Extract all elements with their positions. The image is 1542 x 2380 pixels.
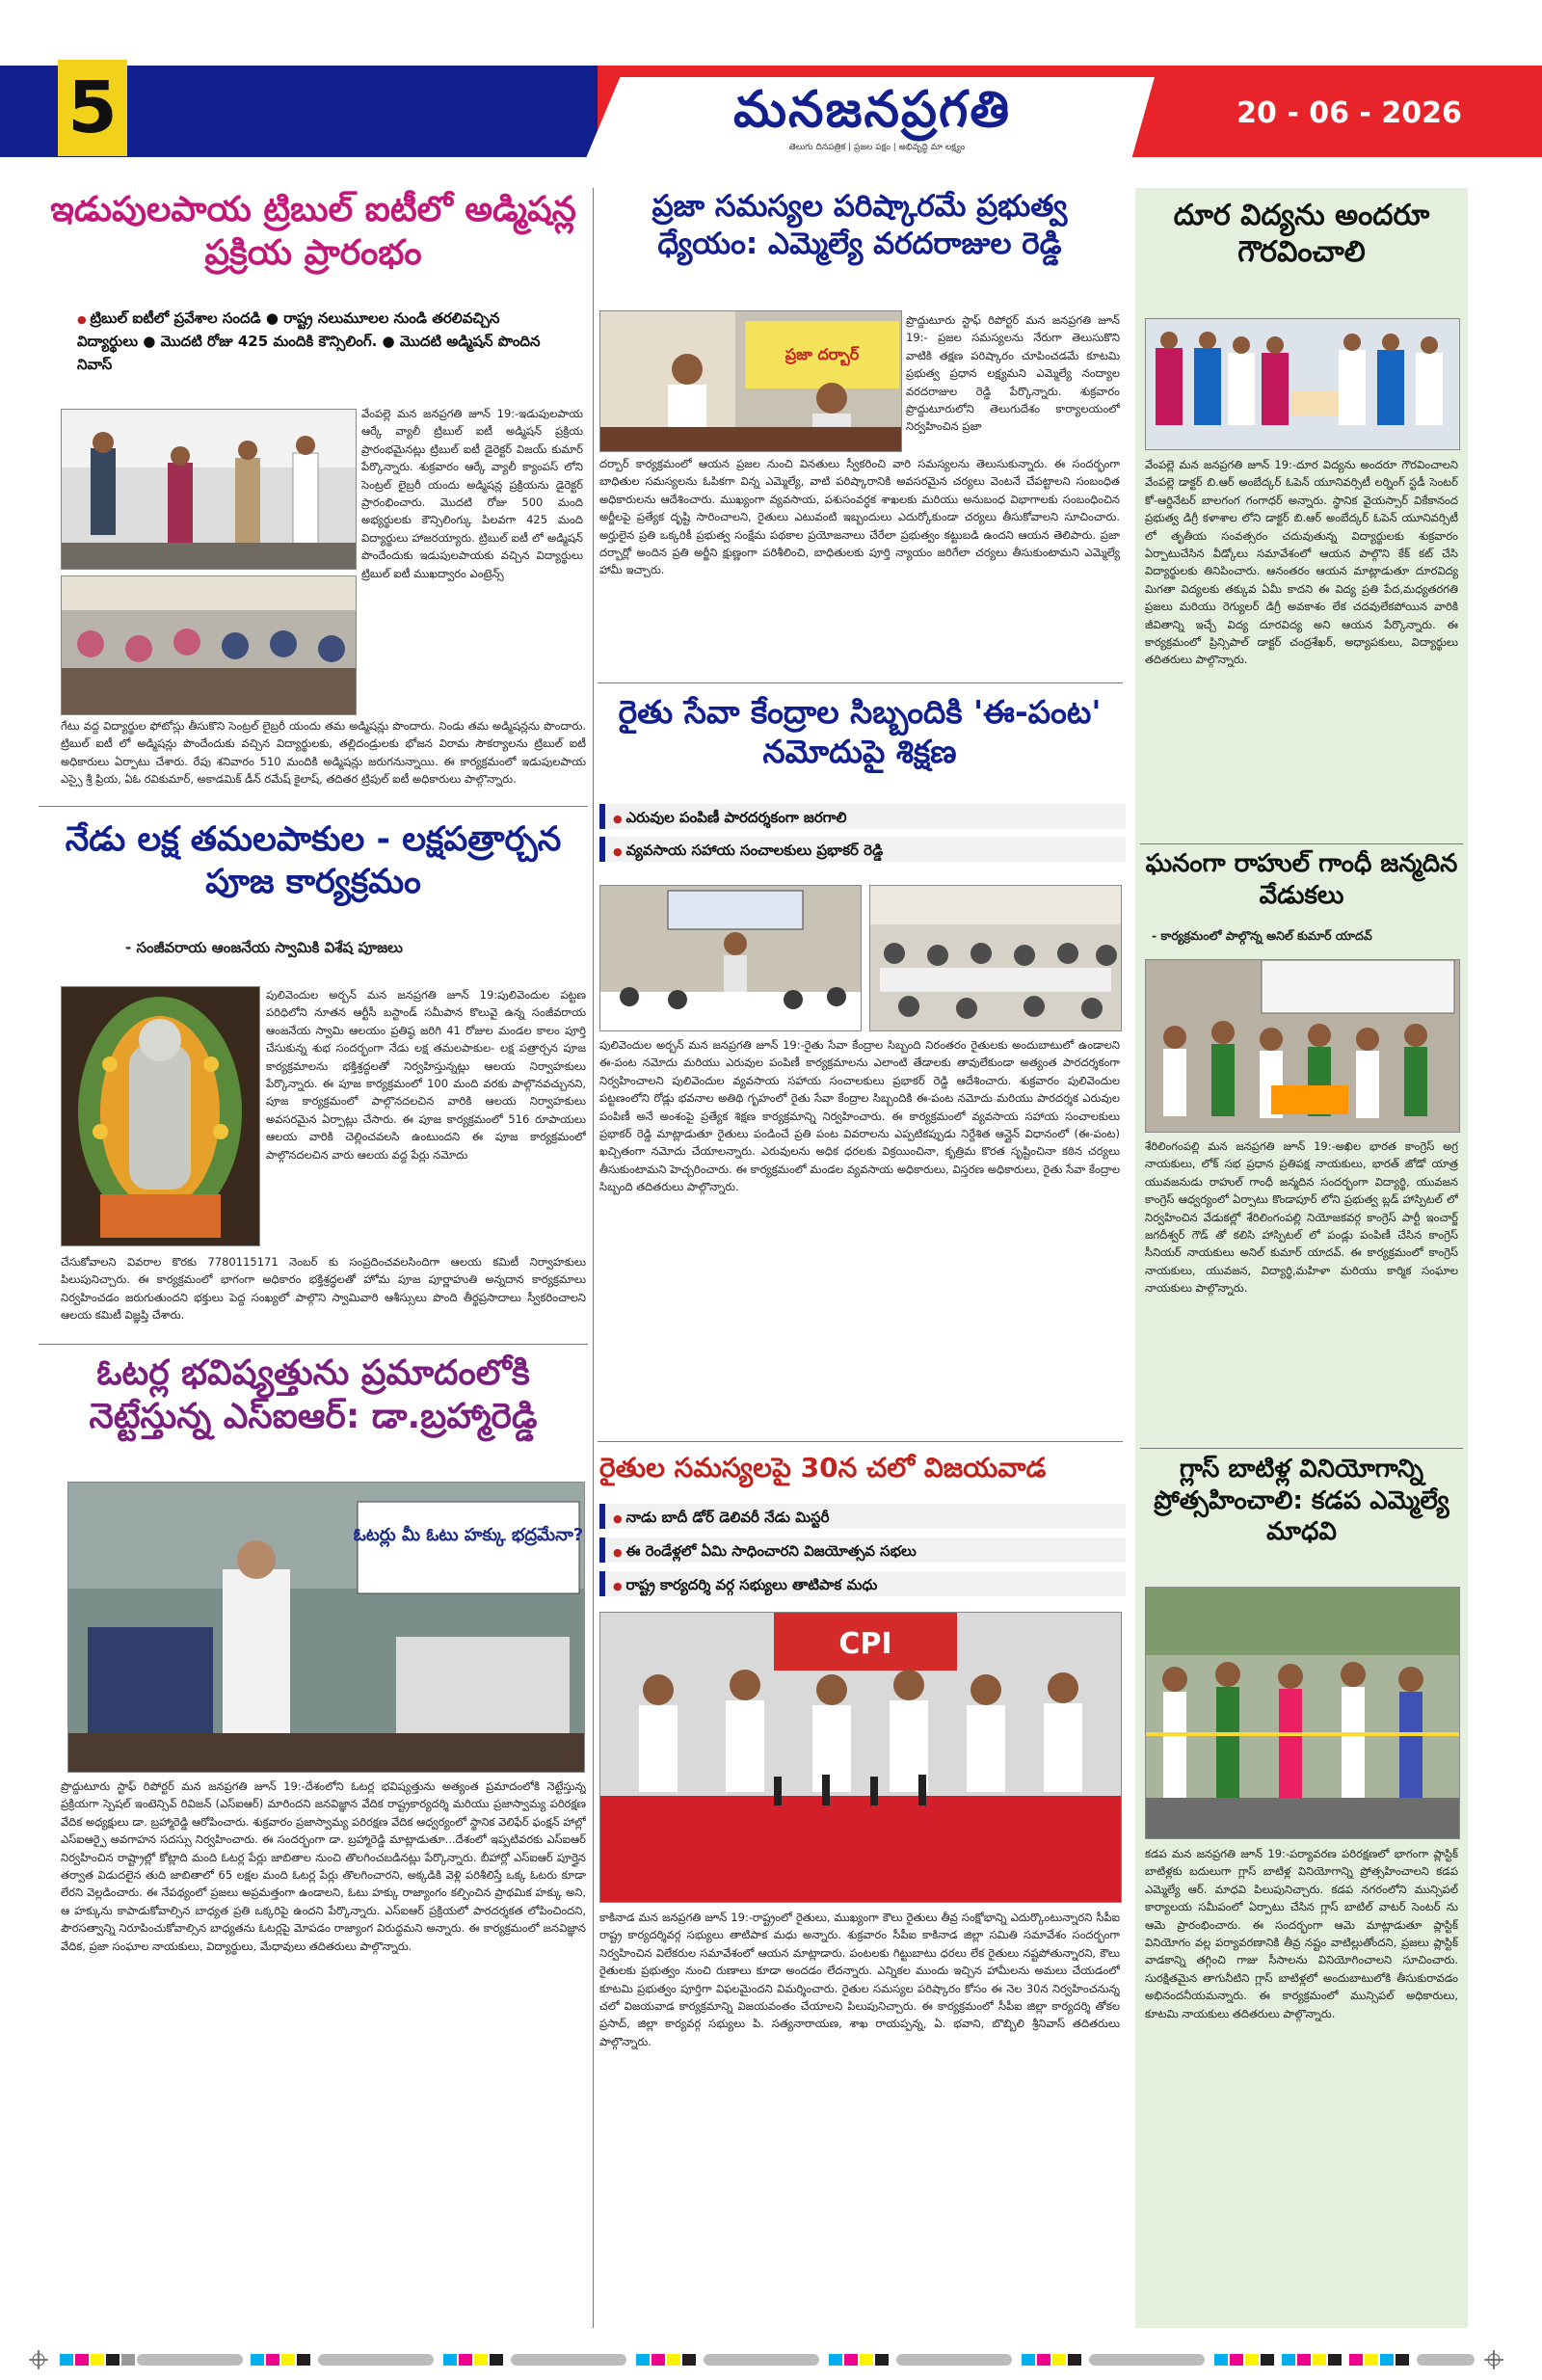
divider xyxy=(39,1344,588,1345)
bullet-text: ● నాడు బాదీ డోర్ డెలివరీ నేడు మిస్టరీ xyxy=(613,1509,830,1526)
article-e-panta-body: పులివెందుల అర్బన్ మన జనప్రగతి జూన్ 19:-రైతు సేవా కేంద్రాల సిబ్బంది నిరంతరం రైతులకు అందుబాటులో ఉండాలని ఈ-పంట నమోదు మరియు ఎరువుల పంపిణీ కార్యక్రమాలను ఎలాంటి తేడాలకు తావులేకుండా అత్యంత పారదర్శకంగా నిర్వహించాలని పులివెందుల వ్యవసాయ సహాయ సంచాలకులు ప్రభాకర్ రెడ్డి ఆదేశించారు. శుక్రవారం పులివెందుల పట్టణంలోని రోడ్లు భవనాల అతిథి గృహంలో రైతు సేవా కేంద్రాల సిబ్బందికి ఈ-పంట నమోదు మరియు పారదర్శక ఎరువుల పంపిణీ అనే అంశంపై ప్రత్యేక శిక్షణ కార్యక్రమాన్ని నిర్వహించారు. ఈ కార్యక్రమంలో వ్యవసాయ సహాయ సంచాలకులు ప్రభాకర్ రెడ్డి మాట్లాడుతూ రైతులు పండించే ప్రతి పంట వివరాలను ఎప్పటికప్పుడు నిర్దేశిత ఆన్లైన్ విధానంలో (ఈ-పంట) ఖచ్చితంగా నమోదు చేయాలన్నారు. ఎరువులను అధిక ధరలకు విక్రయించినా, కృత్రిమ కొరత సృష్టించినా కఠిన చర్యలు తీసుకుంటామని హెచ్చరించారు. ఈ కార్యక్రమంలో మండల వ్యవసాయ అధికారులు, విస్తరణ అధికారులు, రైతు సేవా కేంద్రాల సిబ్బంది తదితరులు పాల్గొన్నారు. xyxy=(599,1038,1120,1194)
article-praja-darbar-body: దర్బార్ కార్యక్రమంలో ఆయన ప్రజల నుంచి వినతులు స్వీకరించి వారి సమస్యలను తెలుసుకున్నారు. ఈ సందర్భంగా బాధితుల సమస్యలను ఓపికగా విన్న ఎమ్మెల్యే, వాటి పరిష్కారానికి అవసరమైన చర్యలు వెంటనే చేపట్టాలని సంబంధిత అధికారులను ఆదేశించారు. ముఖ్యంగా వ్యవసాయ, పశుసంవర్ధక శాఖలకు మరియు అనుబంధ విభాగాలకు సంబంధించిన అర్జీలపై ప్రత్యేక దృష్టి సారించాలని, రైతులు ఎటువంటి ఇబ్బందులు ఎదుర్కోకుండా చర్యలు తీసుకోవాలని సూచించారు. అర్హులైన ప్రతి ఒక్కరికీ ప్రభుత్వ సంక్షేమ పథకాల ప్రయోజనాలు చేరేలా ప్రభుత్వం కట్టుబడి ఉందని ఆయన తెలిపారు. ప్రజా దర్బార్లో అందిన ప్రతి అర్జీని క్షుణ్ణంగా పరిశీలించి, బాధితులకు పూర్తి న్యాయం జరిగేలా చర్యలు తీసుకుంటామని ఎమ్మెల్యే హామీ ఇచ్చారు. xyxy=(599,457,1120,577)
bullet-text: ● ఈ రెండేళ్లలో ఏమి సాధించారని విజయోత్సవ సభలు xyxy=(613,1542,917,1560)
photo-banner-text: ఓటర్లు మీ ఓటు హక్కు భద్రమేనా? xyxy=(353,1525,584,1545)
photo-iiit-counselling xyxy=(61,409,357,570)
photo-praja-darbar xyxy=(599,310,902,452)
headline-rahul-gandhi-birthday: ఘనంగా రాహుల్ గాంధీ జన్మదిన వేడుకలు xyxy=(1145,849,1458,910)
article-cpi-body: కాకినాడ మన జనప్రగతి జూన్ 19:-రాష్ట్రంలో రైతులు, ముఖ్యంగా కౌలు రైతులు తీవ్ర సంక్షోభాన్ని ఎదుర్కొంటున్నారని సీపీఐ రాష్ట్ర కార్యదర్శివర్గ సభ్యులు తాటిపాక మధు అన్నారు. శుక్రవారం సీపీఐ కాకినాడ జిల్లా సమితి సమావేశం సందర్భంగా నిర్వహించిన విలేకరుల సమావేశంలో ఆయన మాట్లాడారు. పంటలకు గిట్టుబాటు ధరలు లేక రైతులు నష్టపోతున్నారని, కౌలు రైతులకు ప్రభుత్వం నుంచి రుణాలు కూడా అందడం లేదన్నారు. ఎన్నికల ముందు ఇచ్చిన హామీలను అమలు చేయడంలో కూటమి ప్రభుత్వం పూర్తిగా విఫలమైందని విమర్శించారు. రైతుల సమస్యల పరిష్కారం కోసం ఈ నెల 30న నిర్వహించనున్న చలో విజయవాడ కార్యక్రమాన్ని విజయవంతం చేయాలని పిలుపునిచ్చారు. ఈ కార్యక్రమంలో సీపీఐ జిల్లా కార్యదర్శి తోకల ప్రసాద్, జిల్లా కార్యవర్గ సభ్యులు పి. సత్యనారాయణ, శాఖ రాయప్పన్న, ఏ. భవాని, బొబ్బిలి శ్రీనివాస్ తదితరులు పాల్గొన్నారు. xyxy=(599,1911,1120,2048)
page-number: 5 xyxy=(58,60,127,156)
photo-training-hall-2 xyxy=(869,885,1122,1031)
photo-sir-meeting xyxy=(67,1482,585,1773)
article-glass-bottles-body: కడప మన జనప్రగతి జూన్ 19:-పర్యావరణ పరిరక్షణలో భాగంగా ప్లాస్టిక్ బాటిళ్లకు బదులుగా గ్లాస్ బాటిళ్ల వినియోగాన్ని ప్రోత్సహించాలని కడప ఎమ్మెల్యే ఆర్. మాధవి పిలుపునిచ్చారు. కడప నగరంలోని మున్సిపల్ కార్యాలయ సమీపంలో ఏర్పాటు చేసిన గ్లాస్ బాటిల్ వాటర్ సెంటర్ ను ఆమె ప్రారంభించారు. ఈ సందర్భంగా ఆమె మాట్లాడుతూ ప్లాస్టిక్ వినియోగం వల్ల పర్యావరణానికి తీవ్ర నష్టం వాటిల్లుతోందని, ప్రజలు ప్లాస్టిక్ వాడకాన్ని తగ్గించి గాజు సీసాలను వినియోగించాలని సూచించారు. సురక్షితమైన తాగునీటిని గ్లాస్ బాటిళ్లలో అందుబాటులోకి తీసుకురావడం అభినందనీయమన్నారు. ఈ కార్యక్రమంలో మున్సిపల్ అధికారులు, కూటమి నాయకులు తదితరులు పాల్గొన్నారు. xyxy=(1145,1847,1458,2020)
subhead-tamalapaku: - సంజీవరాయ ఆంజనేయ స్వామికి విశేష పూజలు xyxy=(125,939,403,956)
iiit-bullets: ● ట్రిబుల్ ఐటీలో ప్రవేశాల సందడి ● రాష్ట్ర నలుమూలల నుండి తరలివచ్చిన విద్యార్థులు ● మొదటి రోజు 425 మందికి కౌన్సిలింగ్. ● మొదటి అడ్మిషన్ పొందిన నివాస్ xyxy=(77,307,559,393)
photo-banner-text: CPI xyxy=(838,1627,892,1661)
e-panta-bullet-2 xyxy=(599,837,1126,862)
bullet-text: ● వ్యవసాయ సహాయ సంచాలకులు ప్రభాకర్ రెడ్డి xyxy=(613,842,883,859)
article-iiit-body-right: వేంపల్లె మన జనప్రగతి జూన్ 19:-ఇడుపులపాయ ఆర్కే వ్యాలీ ట్రిబుల్ ఐటీ అడ్మిషన్ ప్రక్రియ ప్రారంభమైనట్లు ట్రిబుల్ ఐటీ డైరెక్టర్ విజయ్ కుమార్ పేర్కొన్నారు. శుక్రవారం ఆర్కే వ్యాలీ క్యాంపస్ లోని సెంట్రల్ లైబ్రరీ యందు అడ్మిషన్ల ప్రక్రియను డైరెక్టర్ ప్రారంభించారు. మొదటి రోజు 500 మంది అభ్యర్థులకు కౌన్సిలింగ్కు పిలవగా 425 మంది విద్యార్థులు హాజరయ్యారు. ట్రిబుల్ ఐటీ లో అడ్మిషన్ పొందేందుకు ఇడుపులపాయకు వచ్చిన విద్యార్థులు ట్రిబుల్ ఐటీ ముఖద్వారం ఎంట్రెన్స్ xyxy=(361,407,583,580)
issue-date: 20 - 06 - 2026 xyxy=(1236,96,1462,130)
article-distance-education-body: వేంపల్లె మన జనప్రగతి జూన్ 19:-దూర విద్యను అందరూ గౌరవించాలని వేంపల్లె డాక్టర్ బి.ఆర్ అంబేద్కర్ ఓపెన్ యూనివర్సిటీ లర్నింగ్ స్టడీ సెంటర్ కో-ఆర్డినేటర్ బాలగంగ గంగాధర్ అన్నారు. స్థానిక వైయస్సార్ వికేకానంద ప్రభుత్వ డిగ్రీ కళాశాల లోని డాక్టర్ బి.ఆర్ అంబేద్కర్ ఓపెన్ యూనివర్సిటీ లో తృతీయ సంవత్సరం చదువుతున్న విద్యార్థులకు శుక్రవారం ఏర్పాటుచేసిన వీడ్కోలు సమావేశంలో ఆయన పాల్గొని కేక్ కట్ చేసి విద్యార్థులకు తినిపించారు. ఆనంతరం ఆయన మాట్లాడుతూ దూరవిద్య మిగతా విద్యలకు తక్కువ ఏమీ కాదని ఈ విద్య ప్రతి పేద,మధ్యతరగతి ప్రజలు మరియు రెగ్యులర్ డిగ్రీ అవకాశం లేక చదవులేకపోయిన వారికి జీవితాన్ని ఇచ్చే విద్య దూరవిద్య అని ఆయన పేర్కొన్నారు. ఈ కార్యక్రమంలో ప్రిన్సిపాల్ డాక్టర్ చంద్రశేఖర్, అధ్యాపకులు, విద్యార్థులు తదితరులు పాల్గొన్నారు. xyxy=(1145,458,1458,667)
photo-training-hall-1 xyxy=(599,885,862,1031)
headline-tamalapaku-puja: నేడు లక్ష తమలపాకుల - లక్షపత్రార్చన పూజ కార్యక్రమం xyxy=(65,820,562,901)
e-panta-bullet-1 xyxy=(599,804,1126,829)
headline-iiit-admissions: ఇడుపులపాయ ట్రిబుల్ ఐటీలో అడ్మిషన్ల ప్రక్రియ ప్రారంభం xyxy=(50,190,576,273)
headline-distance-education: దూర విద్యను అందరూ గౌరవించాలి xyxy=(1173,199,1430,269)
masthead-tagline: తెలుగు దినపత్రిక | ప్రజల పక్షం | అభివృద్ధి మా లక్ష్యం xyxy=(788,143,966,152)
masthead-title: మనజనప్రగతి xyxy=(733,81,1011,139)
bullet-text: ● ఎరువుల పంపిణీ పారదర్శకంగా జరగాలి xyxy=(613,809,847,826)
divider xyxy=(39,806,588,807)
headline-glass-bottles: గ్లాస్ బాటిళ్ల వినియోగాన్ని ప్రోత్సహించాలి: కడప ఎమ్మెల్యే మాధవి xyxy=(1154,1455,1449,1546)
photo-rahul-birthday xyxy=(1145,959,1460,1133)
footer-print-marks xyxy=(0,2340,1542,2380)
headline-praja-darbar: ప్రజా సమస్యల పరిష్కారమే ప్రభుత్వ ధ్యేయం: ఎమ్మెల్యే వరదరాజుల రెడ్డి xyxy=(651,189,1068,261)
cpi-bullet-2 xyxy=(599,1538,1126,1563)
cpi-bullet-3 xyxy=(599,1571,1126,1596)
divider xyxy=(598,682,1123,683)
headline-chalo-vijayawada: రైతుల సమస్యలపై 30న చలో విజయవాడ xyxy=(599,1452,1047,1484)
article-tamalapaku-body: చేసుకోవాలని వివరాల కొరకు 7780115171 నెంబర్ కు సంప్రదించవలసిందిగా ఆలయ కమిటీ నిర్వాహకులు పిలుపునిచ్చారు. ఈ కార్యక్రమంలో భాగంగా అధికారం భక్తిశ్రద్ధలతో హోమ పూజ పూర్ణాహుతి అన్నదాన కార్యక్రమాలు నిర్వహించడం జరుగుతుందని భక్తులు పెద్ద సంఖ్యలో పాల్గొని స్వామివారి ఆశీస్సులు పొంది తీర్థప్రసాదాలు స్వీకరించాలని ఆలయ కమిటీ విజ్ఞప్తి చేశారు. xyxy=(61,1255,586,1323)
article-rahul-birthday-body: శేరిలింగంపల్లి మన జనప్రగతి జూన్ 19:-అఖిల భారత కాంగ్రెస్ అగ్ర నాయకులు, లోక్ సభ ప్రధాన ప్రతిపక్ష నాయకులు, భారత్ జోడో యాత్ర యువజనుడు రాహుల్ గాంధీ జన్మదిన సందర్భంగా విద్యార్థి, యువజన కాంగ్రెస్ ఆధ్వర్యంలో ఏర్పాటు కొండాపూర్ లోని ప్రభుత్వ బ్లడ్ హాస్పిటల్ లో నిర్వహించిన వేడుకల్లో శేరిలింగంపల్లి నియోజకవర్గ కాంగ్రెస్ పార్టీ ఇంచార్జ్ జగదీశ్వర్ గౌడ్ తో కలిసి హాస్పిటల్ లో పండ్లు పంపిణీ చేసిన కాంగ్రెస్ సీనియర్ నాయకులు అనిల్ కుమార్ యాదవ్. ఈ కార్యక్రమంలో కాంగ్రెస్ నాయకులు, యువజన, విద్యార్థి,మహిళా మరియు కార్మిక సంఘాల నాయకులు పాల్గొన్నారు. xyxy=(1145,1139,1458,1296)
subhead-rahul-gandhi: - కార్యక్రమంలో పాల్గొన్న అనిల్ కుమార్ యాదవ్ xyxy=(1152,928,1372,943)
article-sir-body: ప్రొద్దుటూరు స్టాఫ్ రిపోర్టర్ మన జనప్రగతి జూన్ 19:-దేశంలోని ఓటర్ల భవిష్యత్తును అత్యంత ప్రమాదంలోకి నెట్టేస్తున్న ప్రక్రియగా స్పెషల్ ఇంటెన్సివ్ రివిజన్ (ఎస్ఐఆర్) మారిందని జనవిజ్ఞాన వేదిక రాష్ట్రకార్యదర్శి మరియు ప్రజాస్వామ్య పరిరక్షణ వేదిక అధ్యక్షులు డా. బ్రహ్మారెడ్డి ఆరోపించారు. శుక్రవారం ప్రజాస్వామ్య పరిరక్షణ వేదిక ఆధ్వర్యంలో స్థానిక వెలిఫేర్ ఫంక్షన్ హాల్లో ఎస్ఐఆర్పై అవగాహన సదస్సు నిర్వహించారు. ఈ సందర్భంగా డా. బ్రహ్మారెడ్డి మాట్లాడుతూ...దేశంలో ఇప్పటివరకు ఎస్ఐఆర్ నిర్వహించిన రాష్ట్రాల్లో కోట్లాది మంది ఓటర్ల పేర్లు జాబితాల నుంచి తొలగించబడినట్లు పేర్కొన్నారు. బీహార్లో ఎస్ఐఆర్ పూర్తైన తర్వాత విడుదలైన తుది జాబితాలో 65 లక్షల మంది ఓటర్ల పేర్లు తొలగించారని, అక్కడికి వెళ్లి పరిశీలిస్తే ఒక్క ఓటరు కూడా లేరని వెల్లడించారు. ఈ నేపథ్యంలో ప్రజలు అప్రమత్తంగా ఉండాలని, ఓటు హక్కు రాజ్యాంగం కల్పించిన ప్రాథమిక హక్కు అని, ఆ హక్కును కాపాడుకోవాల్సిన బాధ్యత ప్రతి ఒక్కరిపై ఉందని పేర్కొన్నారు. ఎస్ఐఆర్ ప్రక్రియలో పారదర్శకత లోపించిందని, పౌరసత్వాన్ని నిరూపించుకోవాల్సిన బాధ్యతను ఓటర్లపై మోపడం రాజ్యాంగ విరుద్ధమని అన్నారు. ఈ కార్యక్రమంలో జనవిజ్ఞాన వేదిక, ప్రజా సంఘాల నాయకులు, విద్యార్థులు, మేధావులు తదితరులు పాల్గొన్నారు. xyxy=(61,1779,586,1953)
column-rule-1 xyxy=(593,188,594,2328)
photo-cpi-press-meet xyxy=(599,1612,1122,1903)
cpi-bullet-1 xyxy=(599,1504,1126,1529)
article-tamalapaku-body-right: పులివెందుల అర్బన్ మన జనప్రగతి జూన్ 19:పులివెందుల పట్టణ పరిధిలోని నూతన ఆర్టీసీ బస్టాండ్ సమీపాన కొలువై ఉన్న సంజీవరాయ ఆంజనేయ స్వామి ఆలయం ప్రతిష్ఠ జరిగి 41 రోజుల మండల కాలం పూర్తి చేసుకున్న శుభ సందర్భంగా నేడు లక్ష తమలపాకుల- లక్ష పత్రార్చన పూజ కార్యక్రమాలను భక్తిశ్రద్ధలతో నిర్వహిస్తున్నట్లు ఆలయ నిర్వాహకులు పేర్కొన్నారు. ఈ పూజ కార్యక్రమంలో 100 మంది వరకు పాల్గొనవచ్చునని, పూజ కార్యక్రమంలో పాల్గొనదలచిన వారికి ఆలయ నిర్వాహకులు అవసరమైన ఏర్పాట్లు చేసారు. ఈ పూజ కార్యక్రమంలో 516 రూపాయలు ఆలయ వారికి చెల్లించవలసి ఉంటుందని ఈ పూజ కార్యక్రమంలో పాల్గొనదలచిన వారు ఆలయ వద్ద పేర్లు నమోదు xyxy=(266,988,586,1162)
photo-glass-bottle-inauguration xyxy=(1145,1587,1460,1839)
headline-e-panta-training: రైతు సేవా కేంద్రాల సిబ్బందికి 'ఈ-పంట' నమోదుపై శిక్షణ xyxy=(618,693,1102,771)
divider xyxy=(598,1441,1123,1442)
divider xyxy=(1140,1448,1463,1449)
photo-iiit-students-waiting xyxy=(61,575,357,715)
photo-distance-education xyxy=(1145,318,1460,450)
photo-hanuman-idol xyxy=(61,986,260,1246)
divider xyxy=(1140,843,1463,844)
article-iiit-body: గేటు వద్ద విద్యార్థుల ఫోటోస్లు తీసుకొని సెంట్రల్ లైబ్రరీ యందు తమ అడ్మిషన్లు పొందారు. నిండు తమ అడ్మిషన్లను పొందారు. ట్రిబుల్ ఐటీ లో అడ్మిషన్లు పొందేందుకు వచ్చిన విద్యార్థులకు, తల్లిదండ్రులకు భోజన విరామ సౌకర్యాలను ట్రిబుల్ ఐటీ అధికారులు ఏర్పాటు చేశారు. రేపు శనివారం 510 మందికి అడ్మిషన్లు జరుగనున్నాయి. ఈ కార్యక్రమంలో ఇడుపులపాయ ఎస్సై శ్రీ ప్రియ, ఏఓ రవికుమార్, అకాడమిక్ డీన్ రమేష్ కైలాష్, తదితర ట్రిపుల్ ఐటీ అధికారులు పాల్గొన్నారు. xyxy=(61,719,586,787)
article-praja-darbar-body-right: ప్రొద్దుటూరు స్టాఫ్ రిపోర్టర్ మన జనప్రగతి జూన్ 19:- ప్రజల సమస్యలను నేరుగా తెలుసుకొని వాటికి తక్షణ పరిష్కారం చూపించడమే కూటమి ప్రభుత్వ ప్రధాన లక్ష్యమని ఎమ్మెల్యే నంద్యాల వరదరాజుల రెడ్డి పేర్కొన్నారు. శుక్రవారం ప్రొద్దుటూరులోని తెలుగుదేశం కార్యాలయంలో నిర్వహించిన ప్రజా xyxy=(906,313,1120,434)
bullet-text: ● రాష్ట్ర కార్యదర్శి వర్గ సభ్యులు తాటిపాక మధు xyxy=(613,1576,877,1593)
photo-banner-text: ప్రజా దర్బార్ xyxy=(784,345,860,363)
headline-sir-voters: ఓటర్ల భవిష్యత్తును ప్రమాదంలోకి నెట్టేస్తున్న ఎస్ఐఆర్: డా.బ్రహ్మారెడ్డి xyxy=(89,1353,538,1436)
